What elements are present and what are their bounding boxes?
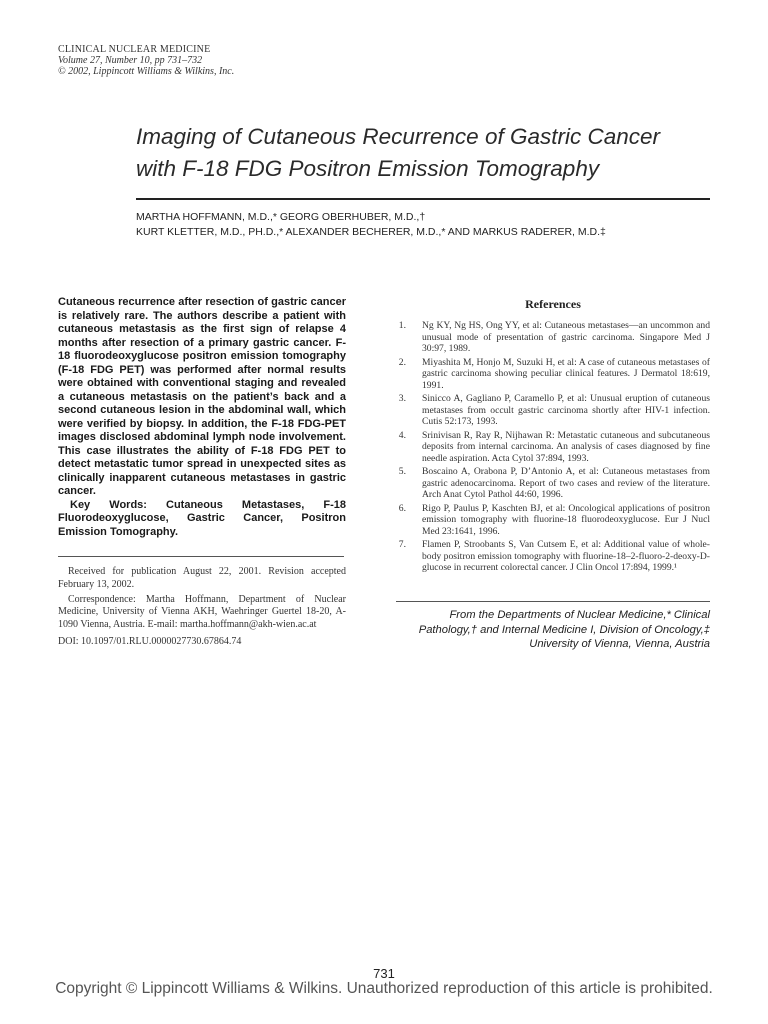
authors-line2: KURT KLETTER, M.D., PH.D.,* ALEXANDER BECHERER, M.D.,* AND MARKUS RADERER, M.D.‡ xyxy=(136,226,606,238)
journal-name: CLINICAL NUCLEAR MEDICINE xyxy=(58,44,211,55)
author-list xyxy=(136,210,736,240)
copyright-notice: Copyright © Lippincott Williams & Wilkins. Unauthorized reproduction of this article is prohibited. xyxy=(55,980,713,997)
affiliation-line3: University of Vienna, Vienna, Austria xyxy=(529,638,710,650)
reference-text: Miyashita M, Honjo M, Suzuki H, et al: A case of cutaneous metastases of gastric carcinoma showing peculiar clinical features. J Dermatol 18:619, 1991. xyxy=(422,356,710,391)
reference-number: 7. xyxy=(398,539,406,550)
footnote-divider xyxy=(58,556,344,557)
article-title-line2: with F-18 FDG Positron Emission Tomography xyxy=(136,156,600,181)
reference-number: 2. xyxy=(398,356,406,368)
article-title-line1: Imaging of Cutaneous Recurrence of Gastric Cancer xyxy=(136,124,661,149)
journal-copyright: © 2002, Lippincott Williams & Wilkins, Inc. xyxy=(58,66,235,77)
reference-text: Rigo P, Paulus P, Kaschten BJ, et al: Oncological applications of positron emission tomography with fluorine-18 fluorodeoxyglucose. Eur J Nucl Med 23:1641, 1996. xyxy=(422,502,710,537)
authors-line1: MARTHA HOFFMANN, M.D.,* GEORG OBERHUBER, M.D.,† xyxy=(136,211,426,223)
reference-text: Sinicco A, Gagliano P, Caramello P, et al: Unusual eruption of cutaneous metastases from occult gastric carcinoma shortly after HIV-1 infection. Cutis 52:173, 1993. xyxy=(422,393,710,427)
reference-number: 6. xyxy=(398,502,406,514)
reference-text: Srinivisan R, Ray R, Nijhawan R: Metastatic cutaneous and subcutaneous deposits from internal carcinoma. An analysis of cases diagnosed by fine needle aspiration. Acta Cytol 37:894, 1993. xyxy=(422,429,710,464)
reference-number: 4. xyxy=(398,429,406,441)
reference-number: 1. xyxy=(398,320,406,331)
reference-number: 3. xyxy=(398,393,406,404)
title-divider xyxy=(136,198,710,200)
references-heading: References xyxy=(525,297,581,311)
reference-item xyxy=(396,430,710,465)
journal-header xyxy=(58,44,234,77)
affiliation-line1: From the Departments of Nuclear Medicine,* Clinical xyxy=(449,609,710,621)
reference-item xyxy=(396,357,710,392)
reference-text: Flamen P, Stroobants S, Van Cutsem E, et al: Additional value of whole-body positron emission tomography with fluorine-18–2-fluoro-2-deoxy-D-glucose in recurrent colorectal cancer. J Clin Oncol 17:894, 1999.¹ xyxy=(422,539,710,573)
article-title xyxy=(136,121,736,185)
affiliation xyxy=(396,608,710,652)
reference-list xyxy=(396,320,710,576)
journal-volume: Volume 27, Number 10, pp 731–732 xyxy=(58,55,203,66)
abstract-text: Cutaneous recurrence after resection of gastric cancer is relatively rare. The authors describe a patient with cutaneous metastasis as the first sign of relapse 4 months after resection of a primary gastric cancer. F-18 fluorodeoxyglucose positron emission tomography (F-18 FDG PET) was performed after normal results were obtained with conventional staging and revealed a cutaneous metastasis on the patient’s back and a second cutaneous lesion in the abdominal wall, which were verified by biopsy. In addition, the F-18 FDG-PET images disclosed abdominal lymph node involvement. This case illustrates the ability of F-18 FDG PET to detect metastatic tumor spread in unexpected sites as clinically inapparent cutaneous metastases in gastric cancer. xyxy=(58,296,346,497)
correspondence-note: Correspondence: Martha Hoffmann, Department of Nuclear Medicine, University of Vienna AKH, Waehringer Guertel 18-20, A-1090 Vienna, Austria. E-mail: martha.hoffmann@akh-wien.ac.at xyxy=(58,593,346,631)
affiliation-line2: Pathology,† and Internal Medicine I, Division of Oncology,‡ xyxy=(418,623,710,636)
received-note: Received for publication August 22, 2001. Revision accepted February 13, 2002. xyxy=(58,566,346,590)
reference-item xyxy=(396,539,710,574)
keywords: Key Words: Cutaneous Metastases, F-18 Fluorodeoxyglucose, Gastric Cancer, Positron Emission Tomography. xyxy=(58,498,346,538)
affiliation-divider xyxy=(396,601,710,602)
page-number: 731 xyxy=(373,966,395,981)
reference-item xyxy=(396,393,710,428)
doi: DOI: 10.1097/01.RLU.0000027730.67864.74 xyxy=(58,635,242,647)
reference-item xyxy=(396,466,710,501)
reference-item xyxy=(396,503,710,538)
reference-text: Ng KY, Ng HS, Ong YY, et al: Cutaneous metastases—an uncommon and unusual mode of presentation of gastric carcinoma. Singapore Med J 30:97, 1989. xyxy=(422,320,710,354)
reference-number: 5. xyxy=(398,466,406,477)
reference-text: Boscaino A, Orabona P, D’Antonio A, et al: Cutaneous metastases from gastric adenocarcinoma. Report of two cases and review of the literature. Arch Anat Cytol Pathol 44:60, 1996. xyxy=(422,466,710,500)
reference-item xyxy=(396,320,710,355)
footnotes xyxy=(58,566,346,651)
abstract xyxy=(58,296,346,539)
